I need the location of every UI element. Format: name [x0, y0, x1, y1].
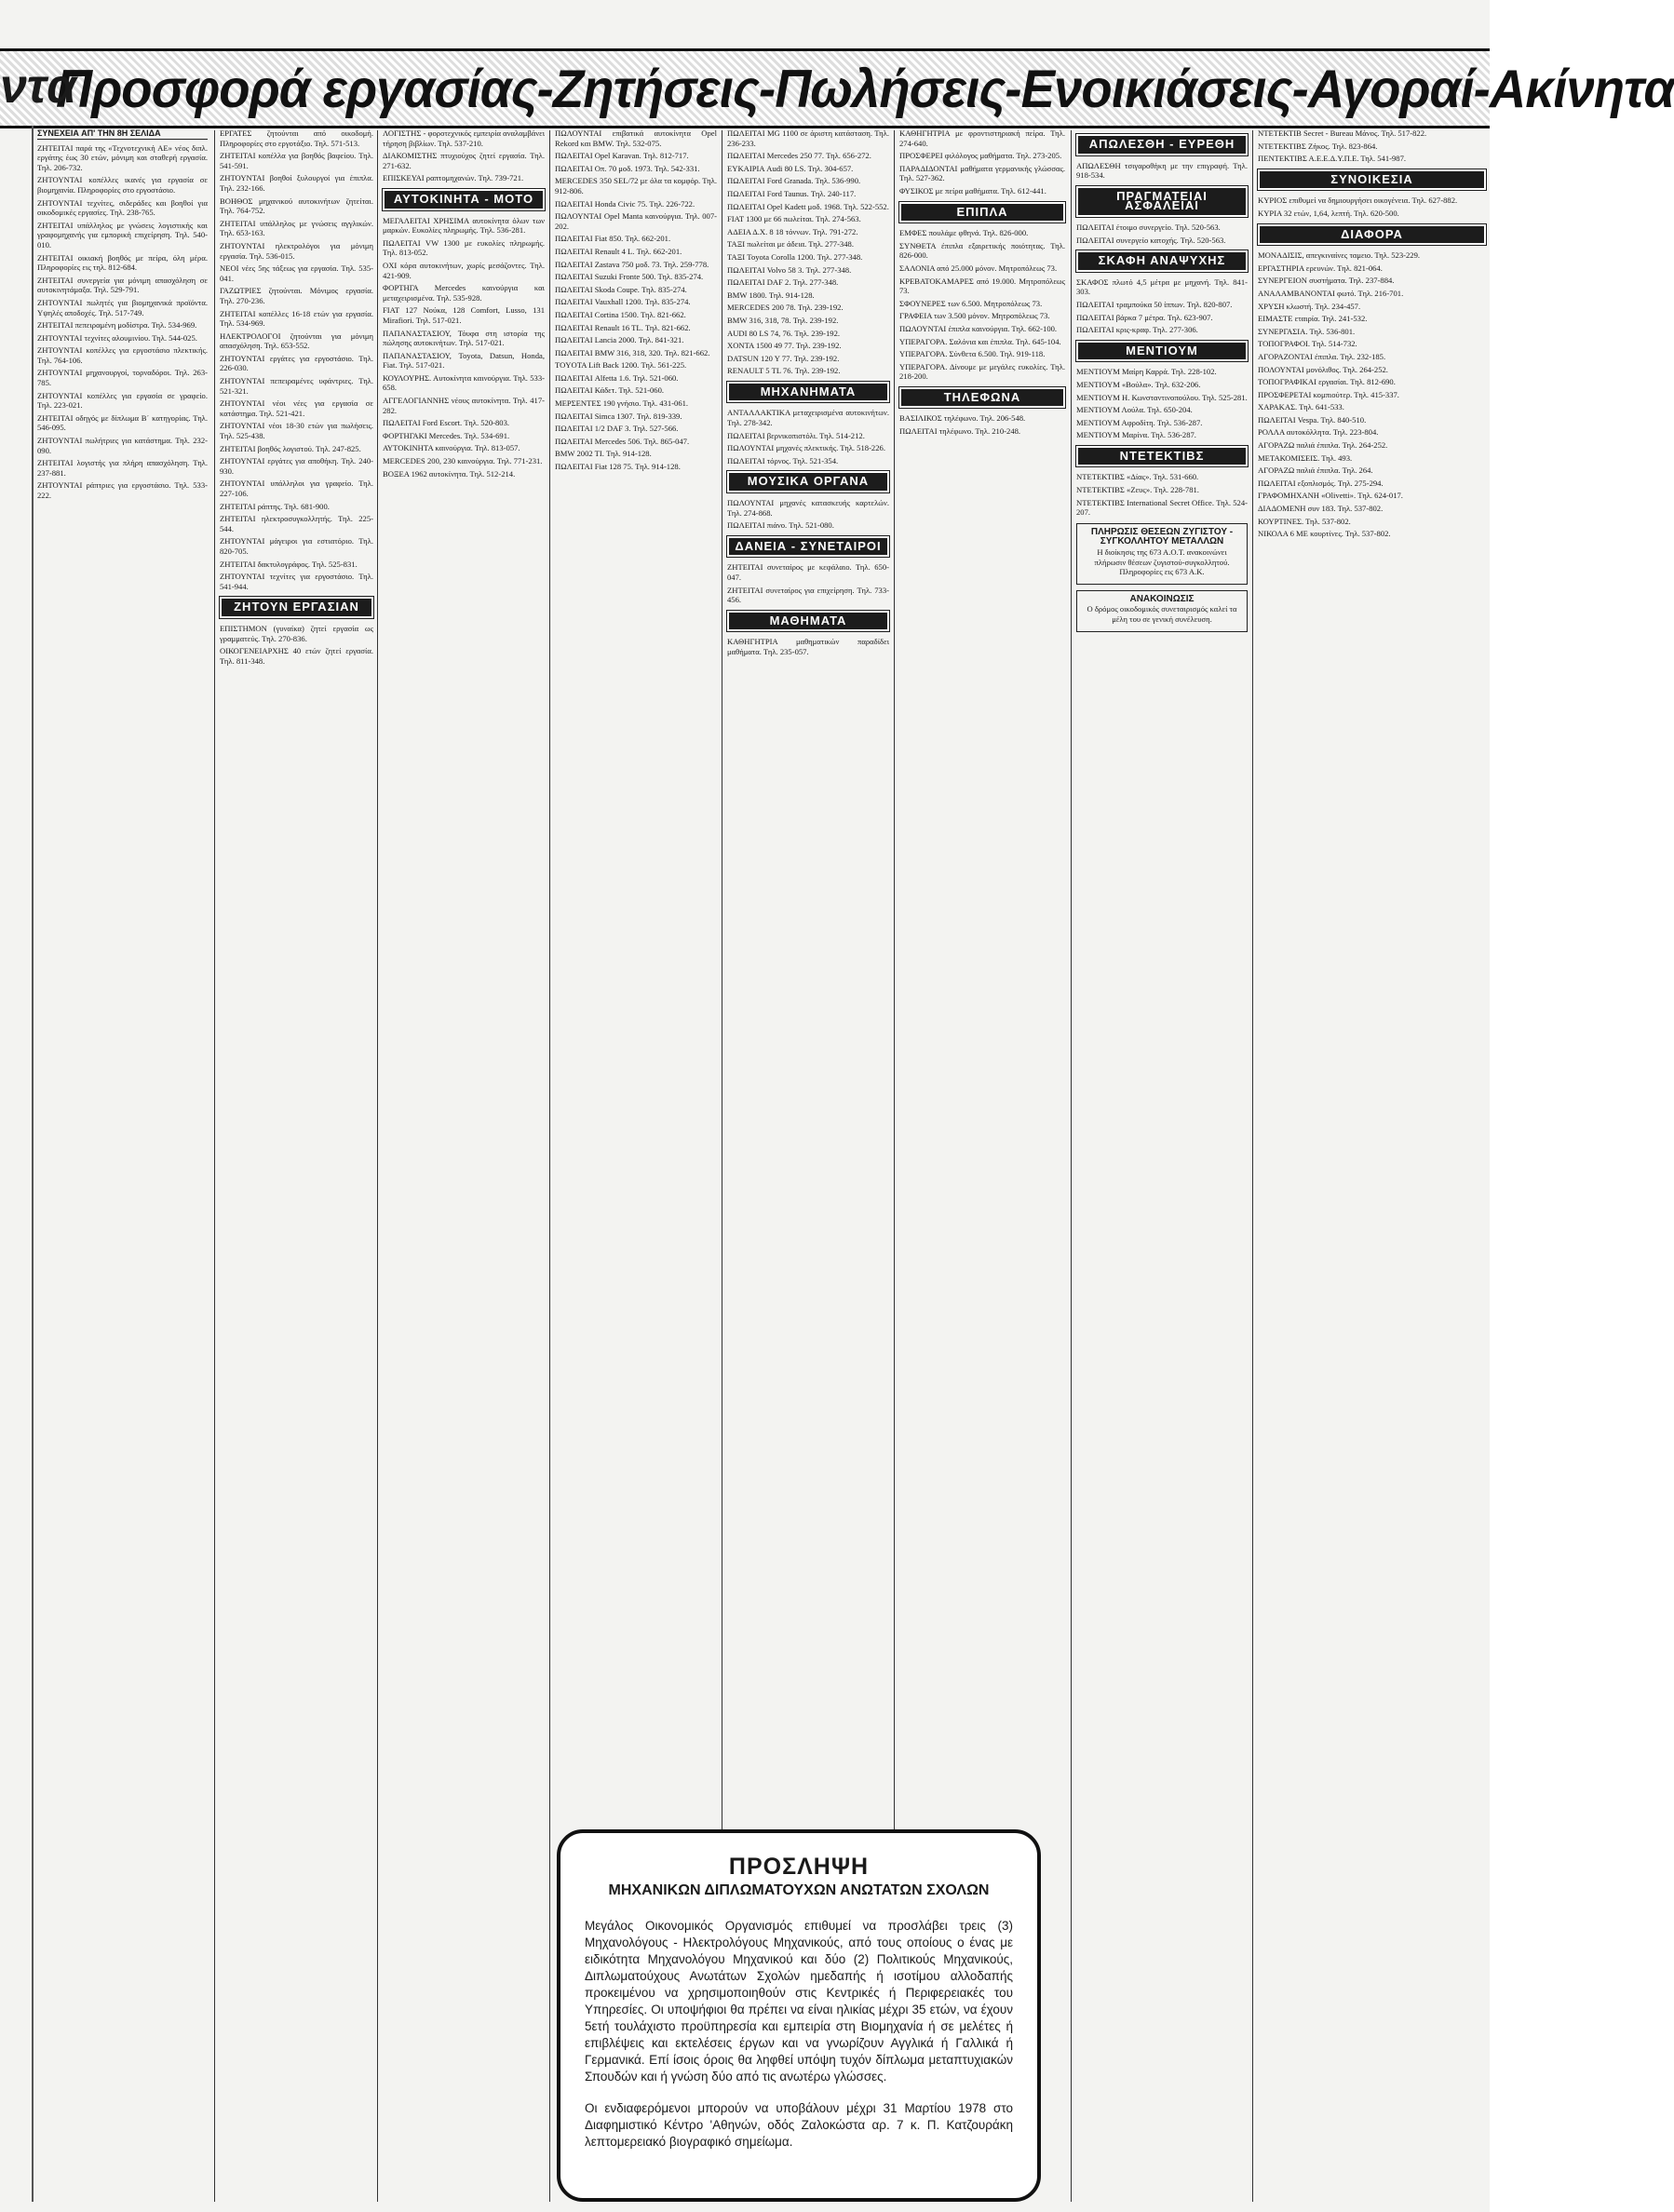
- announcement-title: ΑΝΑΚΟΙΝΩΣΙΣ: [1129, 593, 1195, 604]
- classified-ad: ΖΗΤΟΥΝΤΑΙ κοπέλλες ικανές για εργασία σε βιομηχανία. Πληροφορίες στο εργοστάσιο.: [37, 175, 208, 195]
- classified-ad: ΑΝΑΛΑΜΒΑΝΟΝΤΑΙ φωτό. Τηλ. 216-701.: [1258, 288, 1404, 298]
- classified-ad: ΠΑΠΑΝΑΣΤΑΣΙΟΥ, Τόυφα στη ιστορία της πώλησης αυτοκινήτων. Τηλ. 517-021.: [383, 328, 545, 348]
- column-6: [899, 128, 1065, 1818]
- classified-ad: ΠΩΛΕΙΤΑΙ Alfetta 1.6. Τηλ. 521-060.: [555, 372, 679, 383]
- classified-ad: ΚΟΥΛΟΥΡΗΣ. Αυτοκίνητα καινούργια. Τηλ. 533-658.: [383, 372, 545, 393]
- classified-ad: ΚΥΡΙΑ 32 ετών, 1,64, λεπτή. Τηλ. 620-500.: [1258, 208, 1399, 218]
- column-rule: [1252, 130, 1253, 2202]
- classified-ad: ΠΩΛΕΙΤΑΙ Zastava 750 μοδ. 73. Τηλ. 259-778.: [555, 259, 709, 269]
- section-heading-detectives: ΝΤΕΤΕΚΤΙΒΣ: [1076, 446, 1248, 467]
- classified-ad: BMW 2002 TI. Τηλ. 914-128.: [555, 449, 652, 459]
- classified-ad: ΖΗΤΟΥΝΤΑΙ πωλήτριες για κατάστημα. Τηλ. 232-090.: [37, 436, 208, 455]
- classified-ad: ΜΕΝΤΙΟΥΜ Η. Κωνσταντινοπούλου. Τηλ. 525-281.: [1076, 392, 1248, 402]
- classified-ad: ΜΕΝΤΙΟΥΜ Λούλα. Τηλ. 650-204.: [1076, 405, 1193, 415]
- banner-title: Προσφορά εργασίας-Ζητήσεις-Πωλήσεις-Ενοικιάσεις-Αγοραί-Ακίνητα: [56, 58, 1674, 119]
- classified-ad: ΖΗΤΟΥΝΤΑΙ ηλεκτρολόγοι για μόνιμη εργασία. Τηλ. 536-015.: [220, 240, 373, 261]
- column-rule: [214, 130, 215, 2202]
- classified-ad: TOYOTA Lift Back 1200. Τηλ. 561-225.: [555, 360, 687, 371]
- classified-ad: ΖΗΤΕΙΤΑΙ πεπειραμένη μοδίστρα. Τηλ. 534-969.: [37, 320, 197, 330]
- classified-ad: ΖΗΤΟΥΝΤΑΙ εργάτες για εργοστάσιο. Τηλ. 226-030.: [220, 353, 373, 373]
- classified-ad: ΠΩΛΟΥΝΤΑΙ Opel Manta καινούργια. Τηλ. 007-202.: [555, 211, 717, 231]
- classified-ad: ΖΗΤΕΙΤΑΙ υπάλληλος με γνώσεις λογιστικής και γραφομηχανής για εμπορική επιχείρηση. Τηλ. 540-010.: [37, 220, 208, 250]
- classified-ad: ΖΗΤΟΥΝΤΑΙ πεπειραμένες υφάντριες. Τηλ. 521-321.: [220, 376, 373, 396]
- classified-ad: ΠΩΛΕΙΤΑΙ Opel Karavan. Τηλ. 812-717.: [555, 151, 689, 161]
- continued-header: ΣΥΝΕΧΕΙΑ ΑΠ' ΤΗΝ 8Η ΣΕΛΙΔΑ: [37, 128, 208, 140]
- classified-ad: ΠΑΠΑΝΑΣΤΑΣΙΟΥ, Toyota, Datsun, Honda, Fiat. Τηλ. 517-021.: [383, 350, 545, 371]
- classified-ad: ΖΗΤΕΙΤΑΙ συνεταίρος για επιχείρηση. Τηλ. 733-456.: [727, 585, 889, 605]
- classified-ad: ΔΙΑΔΟΜΕΝΗ συν 183. Τηλ. 537-802.: [1258, 504, 1384, 514]
- classified-ad: ΤΑΞΙ Toyota Corolla 1200. Τηλ. 277-348.: [727, 251, 863, 262]
- classified-ad: ΖΗΤΕΙΤΑΙ οικιακή βοηθός με πείρα, όλη μέρα. Πληροφορίες εις τηλ. 812-684.: [37, 252, 208, 273]
- section-heading-lessons: ΜΑΘΗΜΑΤΑ: [727, 611, 889, 632]
- classified-ad: ΥΠΕΡΑΓΟΡΑ. Σύνθετα 6.500. Τηλ. 919-118.: [899, 349, 1046, 359]
- classified-ad: ΠΩΛΟΥΝΤΑΙ επιβατικά αυτοκίνητα Opel Rekord και BMW. Τηλ. 532-075.: [555, 128, 717, 148]
- classified-ad: ΠΩΛΕΙΤΑΙ Vespa. Τηλ. 840-510.: [1258, 414, 1367, 425]
- section-heading-job-seekers: ΖΗΤΟΥΝ ΕΡΓΑΣΙΑΝ: [220, 597, 373, 618]
- classified-ad: ΜΕΝΤΙΟΥΜ Αφροδίτη. Τηλ. 536-287.: [1076, 417, 1203, 427]
- classified-ad: FIAT 127 Νούκα, 128 Comfort, Lusso, 131 Mirafiori. Τηλ. 517-021.: [383, 305, 545, 325]
- notice-body: Η διοίκησις της 673 Α.Ο.Τ. ανακοινώνει πλήρωσιν θέσεων ζυγιστού-συγκολλητού. Πληροφορίες εις 673 Α.Κ.: [1094, 547, 1230, 577]
- classified-ad: ΝΤΕΤΕΚΤΙΒΣ «Ζευς». Τηλ. 228-781.: [1076, 485, 1199, 495]
- classified-ad: ΖΗΤΟΥΝΤΑΙ εργάτες για αποθήκη. Τηλ. 240-930.: [220, 456, 373, 476]
- classified-ad: ΠΩΛΕΙΤΑΙ Mercedes 250 77. Τηλ. 656-272.: [727, 151, 871, 161]
- classified-ad: ΕΙΜΑΣΤΕ εταιρία. Τηλ. 241-532.: [1258, 314, 1368, 324]
- column-7: [1076, 128, 1248, 2205]
- classified-ad: ΜΟΝΑΔΙΣΙΣ, απεγκιναίνες ταμειο. Τηλ. 523-229.: [1258, 250, 1421, 261]
- classified-ad: ΟΧΙ κόρα αυτοκινήτων, χωρίς μεσάζοντες. Τηλ. 421-909.: [383, 260, 545, 280]
- classified-ad: ΠΩΛΕΙΤΑΙ Renault 4 L. Τηλ. 662-201.: [555, 246, 682, 256]
- column-rule: [377, 130, 378, 2202]
- classified-ad: ΑΓΟΡΑΖΩ παλιά έπιπλα. Τηλ. 264-252.: [1258, 440, 1388, 451]
- classified-ad: FIAT 1300 με 66 πωλείται. Τηλ. 274-563.: [727, 214, 861, 224]
- recruitment-boxed-ad: [557, 1829, 1041, 2202]
- classified-ad: ΠΩΛΕΙΤΑΙ Fiat 128 75. Τηλ. 914-128.: [555, 462, 681, 472]
- classified-ad: ΖΗΤΟΥΝΤΑΙ κοπέλλες για εργοστάσιο πλεκτικής. Τηλ. 764-106.: [37, 345, 208, 365]
- classified-ad: ΑΥΤΟΚΙΝΗΤΑ καινούργια. Τηλ. 813-057.: [383, 443, 520, 453]
- section-heading-businesses: ΠΡΑΓΜΑΤΕΙΑΙ ΑΣΦΑΛΕΙΑΙ: [1076, 186, 1248, 217]
- column-2: [220, 128, 373, 2205]
- section-heading-furniture: ΕΠΙΠΛΑ: [899, 202, 1065, 223]
- classified-ad: ΜΕΝΤΙΟΥΜ Μαρίνα. Τηλ. 536-287.: [1076, 430, 1196, 440]
- classified-ad: ΠΩΛΕΙΤΑΙ VW 1300 με ευκολίες πληρωμής. Τηλ. 813-052.: [383, 237, 545, 258]
- classified-ad: ΖΗΤΕΙΤΑΙ ράπτης. Τηλ. 681-900.: [220, 501, 330, 511]
- notice-title: ΠΛΗΡΩΣΙΣ ΘΕΣΕΩΝ ΖΥΓΙΣΤΟΥ - ΣΥΓΚΟΛΛΗΤΟΥ ΜΕΤΑΛΛΩΝ: [1090, 526, 1234, 547]
- column-rule: [549, 130, 550, 2202]
- classified-ad: ΖΗΤΟΥΝΤΑΙ υπάλληλοι για γραφείο. Τηλ. 227-106.: [220, 479, 373, 498]
- classified-ad: ΠΩΛΕΙΤΑΙ έτοιμο συνεργείο. Τηλ. 520-563.: [1076, 222, 1221, 232]
- classified-ad: ΧΑΡΑΚΑΣ. Τηλ. 641-533.: [1258, 402, 1344, 412]
- classified-ad: ΤΑΞΙ πωλείται με άδεια. Τηλ. 277-348.: [727, 239, 854, 250]
- classified-ad: ΠΩΛΕΙΤΑΙ DAF 2. Τηλ. 277-348.: [727, 277, 839, 288]
- classified-ad: ΦΟΡΤΗΓΑ Mercedes καινούργια και μεταχειρισμένα. Τηλ. 535-928.: [383, 283, 545, 303]
- classified-ad: ΝΤΕΤΕΚΤΙΒ Secret - Bureau Μάνος. Τηλ. 517-822.: [1258, 128, 1427, 138]
- section-heading-marriage: ΣΥΝΟΙΚΕΣΙΑ: [1258, 169, 1486, 191]
- classified-ad: ΕΡΓΑΤΕΣ ζητούνται από οικοδομή. Πληροφορίες στο εργοτάξιο. Τηλ. 571-513.: [220, 128, 373, 148]
- classified-ad: ΠΩΛΕΙΤΑΙ βερνικοπιστόλι. Τηλ. 514-212.: [727, 430, 865, 440]
- classified-ad: ΠΩΛΕΙΤΑΙ βάρκα 7 μέτρα. Τηλ. 623-907.: [1076, 312, 1213, 322]
- classified-ad: ΠΩΛΕΙΤΑΙ Κάδετ. Τηλ. 521-060.: [555, 385, 665, 396]
- classified-ad: ΑΝΤΑΛΛΑΚΤΙΚΑ μεταχειρισμένα αυτοκινήτων. Τηλ. 278-342.: [727, 408, 889, 428]
- classified-ad: ΠΩΛΕΙΤΑΙ τόρνος. Τηλ. 521-354.: [727, 455, 839, 465]
- classified-ad: ΠΩΛΕΙΤΑΙ Ford Escort. Τηλ. 520-803.: [383, 418, 510, 428]
- section-heading-mediums: ΜΕΝΤΙΟΥΜ: [1076, 341, 1248, 362]
- classified-ad: ΗΛΕΚΤΡΟΛΟΓΟΙ ζητούνται για μόνιμη απασχόληση. Τηλ. 653-552.: [220, 330, 373, 351]
- section-heading-misc: ΔΙΑΦΟΡΑ: [1258, 224, 1486, 246]
- classified-ad: ΠΩΛΕΙΤΑΙ Cortina 1500. Τηλ. 821-662.: [555, 309, 686, 319]
- classified-ad: ΠΩΛΕΙΤΑΙ Vauxhall 1200. Τηλ. 835-274.: [555, 297, 691, 307]
- column-4: [555, 128, 717, 1818]
- classified-ad: ΖΗΤΕΙΤΑΙ κοπέλλα για βοηθός βαφείου. Τηλ. 541-591.: [220, 151, 373, 170]
- classified-ad: ΠΩΛΕΙΤΑΙ Οπ. 70 μοδ. 1973. Τηλ. 542-331.: [555, 163, 700, 173]
- column-1: [37, 128, 208, 2205]
- classified-ad: ΠΩΛΕΙΤΑΙ Opel Kadett μοδ. 1968. Τηλ. 522-552.: [727, 201, 889, 211]
- classified-ad: ΠΡΟΣΦΕΡΕΙ φιλόλογος μαθήματα. Τηλ. 273-205.: [899, 151, 1062, 161]
- classified-ad: ΜΕΡΣΕΝΤΕΣ 190 γνήσιο. Τηλ. 431-061.: [555, 398, 689, 409]
- classified-ad: ΡΟΛΛΑ αυτοκόλλητα. Τηλ. 223-804.: [1258, 427, 1379, 438]
- classified-ad: MERCEDES 350 SEL/72 με όλα τα κομφόρ. Τηλ. 912-806.: [555, 176, 717, 196]
- classified-ad: ΟΙΚΟΓΕΝΕΙΑΡΧΗΣ 40 ετών ζητεί εργασία. Τηλ. 811-348.: [220, 646, 373, 666]
- classified-ad: ΠΡΟΣΦΕΡΕΤΑΙ κομπιούτερ. Τηλ. 415-337.: [1258, 389, 1399, 399]
- classified-ad: ΚΑΘΗΓΗΤΡΙΑ μαθηματικών παραδίδει μαθήματα. Τηλ. 235-057.: [727, 637, 889, 656]
- section-heading-music: ΜΟΥΣΙΚΑ ΟΡΓΑΝΑ: [727, 471, 889, 492]
- classified-ad: ΠΩΛΟΥΝΤΑΙ έπιπλα καινούργια. Τηλ. 662-100.: [899, 323, 1058, 333]
- classified-ad: ΖΗΤΟΥΝΤΑΙ τεχνίτες, σιδεράδες και βοηθοί για οικοδομικές εργασίες. Τηλ. 238-765.: [37, 197, 208, 218]
- classified-ad: ΠΩΛΕΙΤΑΙ Renault 16 TL. Τηλ. 821-662.: [555, 322, 691, 332]
- classified-ad: ΕΠΙΣΚΕΥΑΙ ραπτομηχανών. Τηλ. 739-721.: [383, 173, 524, 183]
- boxed-ad-body: Μεγάλος Οικονομικός Οργανισμός επιθυμεί να προσλάβει τρεις (3) Μηχανολόγους - Ηλεκτρολόγους Μηχανικούς, από τους οποίους ο ένας με ειδικότητα Μηχανολόγου Μηχανικού και δύο (2) Πολιτικούς Μηχανικούς, Διπλωματούχους Ανωτάτων Σχολών ημεδαπής ή ισοτίμου αλλοδαπής προκειμένου να χρησιμοποιηθούν στις Κεντρικές ή Περιφερειακές του Υπηρεσίες. Οι υποψήφιοι θα πρέπει να είναι ηλικίας μέχρι 35 ετών, να έχουν 5ετή τουλάχιστο προϋπηρεσία και εμπειρία στη Βιομηχανία ή σε μελέτες ή επιβλέψεις και εκτελέσεις έργων και να γνωρίζουν Αγγλικά ή Γαλλικά ή Γερμανικά. Επί ίσοις όροις θα ληφθεί υπόψη τυχόν δίπλωμα μεταπτυχιακών Σπουδών και ή γνώση δύο από τις ανωτέρω γλώσσες.: [585, 1919, 1013, 2084]
- classified-ad: ΕΠΙΣΤΗΜΟΝ (γυναίκα) ζητεί εργασία ως γραμματεύς. Τηλ. 270-836.: [220, 623, 373, 643]
- section-heading-loans: ΔΑΝΕΙΑ - ΣΥΝΕΤΑΙΡΟΙ: [727, 536, 889, 558]
- classified-ad: ΣΥΝΘΕΤΑ έπιπλα εξαιρετικής ποιότητας. Τηλ. 826-000.: [899, 240, 1065, 261]
- classified-ad: ΚΥΡΙΟΣ επιθυμεί να δημιουργήσει οικογένεια. Τηλ. 627-882.: [1258, 196, 1458, 206]
- classified-ad: ΜΕΝΤΙΟΥΜ «Βούλα». Τηλ. 632-206.: [1076, 379, 1201, 389]
- classified-ad: ΖΗΤΟΥΝΤΑΙ βοηθοί ξυλουργοί για έπιπλα. Τηλ. 232-166.: [220, 173, 373, 193]
- classified-ad: ΠΟΛΟΥΝΤΑΙ μονόλιθος. Τηλ. 264-252.: [1258, 364, 1388, 374]
- classified-ad: ΠΩΛΕΙΤΑΙ Fiat 850. Τηλ. 662-201.: [555, 234, 671, 244]
- classified-ad: ΕΜΦΕΣ πουλάμε φθηνά. Τηλ. 826-000.: [899, 228, 1029, 238]
- classified-ad: MERCEDES 200, 230 καινούργια. Τηλ. 771-231.: [383, 456, 543, 466]
- classified-ad: ΠΩΛΟΥΝΤΑΙ μηχανές κατασκευής καρτελών. Τηλ. 274-868.: [727, 498, 889, 518]
- classified-ad: ΖΗΤΕΙΤΑΙ συνεργεία για μόνιμη απασχόληση σε αυτοκινητάμαξα. Τηλ. 529-791.: [37, 275, 208, 295]
- classified-ad: ΖΗΤΕΙΤΑΙ ηλεκτροσυγκολλητής. Τηλ. 225-544.: [220, 514, 373, 533]
- classified-ad: ΣΦΟΥΝΕΡΕΣ των 6.500. Μητροπόλεως 73.: [899, 298, 1043, 308]
- classified-ad: ΚΑΘΗΓΗΤΡΙΑ με φροντιστηριακή πείρα. Τηλ. 274-640.: [899, 128, 1065, 148]
- classified-ad: ΥΠΕΡΑΓΟΡΑ. Σαλόνια και έπιπλα. Τηλ. 645-104.: [899, 336, 1061, 346]
- classified-ad: ΠΩΛΕΙΤΑΙ Suzuki Fronte 500. Τηλ. 835-274.: [555, 272, 704, 282]
- classified-ad: ΤΟΠΟΓΡΑΦΙΚΑΙ εργασίαι. Τηλ. 812-690.: [1258, 377, 1396, 387]
- classified-ad: ΣΥΝΕΡΓΕΙΟΝ συστήματα. Τηλ. 237-884.: [1258, 276, 1395, 286]
- classified-ad: ΝΤΕΤΕΚΤΙΒΣ International Secret Office. Τηλ. 524-207.: [1076, 497, 1248, 518]
- classified-ad: ΖΗΤΟΥΝΤΑΙ ράπτριες για εργοστάσιο. Τηλ. 533-222.: [37, 480, 208, 500]
- classified-ad: ΠΩΛΟΥΝΤΑΙ μηχανές πλεκτικής. Τηλ. 518-226.: [727, 443, 885, 453]
- classifieds-banner: [0, 48, 1674, 128]
- classified-ad: ΠΩΛΕΙΤΑΙ Lancia 2000. Τηλ. 841-321.: [555, 335, 684, 345]
- classified-ad: ΜΕΓΑΛΕΙΤΑΙ ΧΡΗΣΙΜΑ αυτοκίνητα όλων των μαρκών. Ευκολίες πληρωμής. Τηλ. 536-281.: [383, 215, 545, 236]
- classified-ad: ΛΟΓΙΣΤΗΣ - φοροτεχνικός εμπειρία αναλαμβάνει τήρηση βιβλίων. Τηλ. 537-210.: [383, 128, 546, 148]
- classified-ad: ΣΥΝΕΡΓΑΣΙΑ. Τηλ. 536-801.: [1258, 326, 1356, 336]
- classified-ad: ΖΗΤΕΙΤΑΙ οδηγός με δίπλωμα Β΄ κατηγορίας. Τηλ. 546-095.: [37, 412, 208, 433]
- classified-ad: MERCEDES 200 78. Τηλ. 239-192.: [727, 303, 844, 313]
- classified-ad: ΠΩΛΕΙΤΑΙ BMW 316, 318, 320. Τηλ. 821-662.: [555, 347, 710, 357]
- classified-ad: ΑΓΟΡΑΖΟΝΤΑΙ έπιπλα. Τηλ. 232-185.: [1258, 351, 1386, 361]
- classified-ad: ΠΩΛΕΙΤΑΙ κρις-κραφ. Τηλ. 277-306.: [1076, 325, 1198, 335]
- classified-ad: ΖΗΤΟΥΝΤΑΙ νέοι 18-30 ετών για πωλήσεις. Τηλ. 525-438.: [220, 421, 373, 441]
- classified-ad: ΖΗΤΕΙΤΑΙ βοηθός λογιστού. Τηλ. 247-825.: [220, 443, 361, 453]
- classified-ad: ΣΑΛΟΝΙΑ από 25.000 μόνον. Μητροπόλεως 73.: [899, 263, 1058, 273]
- classified-ad: ΠΩΛΕΙΤΑΙ τηλέφωνο. Τηλ. 210-248.: [899, 426, 1021, 437]
- classified-ad: ΖΗΤΕΙΤΑΙ λογιστής για πλήρη απασχόληση. Τηλ. 237-881.: [37, 458, 208, 478]
- classified-ad: ΓΡΑΦΕΙΑ των 3.500 μόνον. Μητροπόλεως 73.: [899, 311, 1050, 321]
- boxed-ad-footer: Οι ενδιαφερόμενοι μπορούν να υποβάλουν μέχρι 31 Μαρτίου 1978 στο Διαφημιστικό Κέντρο 'Αθηνών, οδός Ζαλοκώστα αρ. 7 κ. Π. Κατζουράκη λεπτομερειακό βιογραφικό σημείωμα.: [585, 2101, 1013, 2149]
- section-heading-cars: ΑΥΤΟΚΙΝΗΤΑ - ΜΟΤΟ: [383, 189, 545, 210]
- classified-ad: ΦΟΡΤΗΓΑΚΙ Mercedes. Τηλ. 534-691.: [383, 430, 510, 440]
- classified-ad: ΠΑΡΑΔΙΔΟΝΤΑΙ μαθήματα γερμανικής γλώσσας. Τηλ. 527-362.: [899, 163, 1065, 183]
- classified-ad: ΠΩΛΕΙΤΑΙ τραμπούκα 50 ίππων. Τηλ. 820-807.: [1076, 299, 1233, 309]
- classified-ad: ΥΠΕΡΑΓΟΡΑ. Δίνουμε με μεγάλες ευκολίες. Τηλ. 218-200.: [899, 361, 1065, 382]
- classified-ad: ΦΥΣΙΚΟΣ με πείρα μαθήματα. Τηλ. 612-441.: [899, 185, 1046, 196]
- section-heading-lost-found: ΑΠΩΛΕΣΘΗ - ΕΥΡΕΘΗ: [1076, 134, 1248, 155]
- classified-ad: ΖΗΤΟΥΝΤΑΙ μάγειροι για εστιατόριο. Τηλ. 820-705.: [220, 536, 373, 556]
- section-heading-machines: ΜΗΧΑΝΗΜΑΤΑ: [727, 382, 889, 403]
- classified-ad: ΖΗΤΟΥΝΤΑΙ μηχανουργοί, τορναδόροι. Τηλ. 263-785.: [37, 368, 208, 388]
- classified-ad: ΖΗΤΟΥΝΤΑΙ τεχνίτες για εργοστάσιο. Τηλ. 541-944.: [220, 572, 373, 591]
- classified-ad: ΝΤΕΤΕΚΤΙΒΣ Ζήκος. Τηλ. 823-864.: [1258, 141, 1378, 151]
- classified-ad: ΧΟΝΤΑ 1500 49 77. Τηλ. 239-192.: [727, 341, 842, 351]
- classified-ad: ΖΗΤΟΥΝΤΑΙ πωλητές για βιομηχανικά προϊόντα. Υψηλές αποδοχές. Τηλ. 517-749.: [37, 297, 208, 317]
- classified-ad: ΕΡΓΑΣΤΗΡΙΑ ερευνών. Τηλ. 821-064.: [1258, 263, 1383, 273]
- classified-ad: ΜΕΝΤΙΟΥΜ Μαίρη Καρρά. Τηλ. 228-102.: [1076, 367, 1217, 377]
- classified-ad: ΖΗΤΟΥΝΤΑΙ νέοι νέες για εργασία σε κατάστημα. Τηλ. 521-421.: [220, 398, 373, 418]
- classified-ad: ΠΩΛΕΙΤΑΙ Simca 1307. Τηλ. 819-339.: [555, 411, 682, 421]
- classified-ad: AUDI 80 LS 74, 76. Τηλ. 239-192.: [727, 328, 841, 338]
- classified-ad: ΠΩΛΕΙΤΑΙ συνεργείο κατοχής. Τηλ. 520-563.: [1076, 235, 1226, 245]
- classified-ad: BMW 316, 318, 78. Τηλ. 239-192.: [727, 315, 839, 325]
- classified-ad: ΠΩΛΕΙΤΑΙ Honda Civic 75. Τηλ. 226-722.: [555, 198, 695, 209]
- classified-ad: ΠΩΛΕΙΤΑΙ Mercedes 506. Τηλ. 865-047.: [555, 436, 690, 446]
- classified-ad: ΧΡΥΣΗ κλωστή. Τηλ. 234-457.: [1258, 301, 1361, 311]
- classified-ad: ΣΚΑΦΟΣ πλωτό 4,5 μέτρα με μηχανή. Τηλ. 841-303.: [1076, 276, 1248, 297]
- classified-ad: ΚΡΕΒΑΤΟΚΑΜΑΡΕΣ από 19.000. Μητροπόλεως 73.: [899, 276, 1065, 296]
- classified-ad: ΠΩΛΕΙΤΑΙ 1/2 DAF 3. Τηλ. 527-566.: [555, 424, 679, 434]
- classified-ad: ΚΟΥΡΤΙΝΕΣ. Τηλ. 537-802.: [1258, 516, 1351, 526]
- classified-ad: BMW 1800. Τηλ. 914-128.: [727, 290, 815, 300]
- classified-ad: ΠΩΛΕΙΤΑΙ Skoda Coupe. Τηλ. 835-274.: [555, 284, 687, 294]
- classified-ad: ΑΠΩΛΕΣΘΗ τσιγαροθήκη με την επιγραφή. Τηλ. 918-534.: [1076, 160, 1248, 181]
- classified-ad: ΓΡΑΦΟΜΗΧΑΝΗ «Olivetti». Τηλ. 624-017.: [1258, 491, 1403, 501]
- classified-ad: RENAULT 5 TL 76. Τηλ. 239-192.: [727, 366, 841, 376]
- classified-ad: ΠΩΛΕΙΤΑΙ MG 1100 σε άριστη κατάσταση. Τηλ. 236-233.: [727, 128, 889, 148]
- banner-left-fragment: ντα: [0, 60, 77, 114]
- column-3: [383, 128, 545, 2205]
- classified-ad: ΝΕΟΙ νέες 5ης τάξεως για εργασία. Τηλ. 535-041.: [220, 263, 373, 283]
- classified-ad: ΜΕΤΑΚΟΜΙΣΕΙΣ. Τηλ. 493.: [1258, 452, 1353, 463]
- boxed-ad-subtitle: ΜΗΧΑΝΙΚΩΝ ΔΙΠΛΩΜΑΤΟΥΧΩΝ ΑΝΩΤΑΤΩΝ ΣΧΟΛΩΝ: [608, 1882, 990, 1898]
- classified-ad: ΖΗΤΟΥΝΤΑΙ τεχνίτες αλουμινίου. Τηλ. 544-025.: [37, 332, 197, 343]
- classified-ad: ΒΑΣΙΛΙΚΟΣ τηλέφωνο. Τηλ. 206-548.: [899, 413, 1026, 424]
- classified-ad: ΖΗΤΕΙΤΑΙ δακτυλογράφος. Τηλ. 525-831.: [220, 559, 358, 569]
- classified-ad: ΔΙΑΚΟΜΙΣΤΗΣ πτυχιούχος ζητεί εργασία. Τηλ. 271-632.: [383, 151, 545, 170]
- classified-ad: ΒΟΞΕΑ 1962 αυτοκίνητα. Τηλ. 512-214.: [383, 468, 516, 479]
- classified-ad: ΖΗΤΕΙΤΑΙ υπάλληλος με γνώσεις αγγλικών. Τηλ. 653-163.: [220, 218, 373, 238]
- announcement-body: Ο δρόμος οικοδομικός συνεταιρισμός καλεί τα μέλη του σε γενική συνέλευση.: [1087, 604, 1237, 624]
- classified-ad: ΑΓΟΡΑΖΩ παλιά έπιπλα. Τηλ. 264.: [1258, 465, 1373, 476]
- classified-ad: ΝΙΚΟΛΑ 6 ΜΕ κουρτίνες. Τηλ. 537-802.: [1258, 529, 1391, 539]
- classified-ad: ΖΗΤΕΙΤΑΙ κοπέλλες 16-18 ετών για εργασία. Τηλ. 534-969.: [220, 308, 373, 329]
- classified-ad: ΒΟΗΘΟΣ μηχανικού αυτοκινήτων ζητείται. Τηλ. 764-752.: [220, 196, 373, 216]
- column-rule: [1071, 130, 1072, 2202]
- classified-ad: ΠΩΛΕΙΤΑΙ Ford Taunus. Τηλ. 240-117.: [727, 188, 857, 198]
- classified-ad: ΝΤΕΤΕΚΤΙΒΣ «Δίας». Τηλ. 531-660.: [1076, 472, 1199, 482]
- classified-ad: ΖΗΤΕΙΤΑΙ παρά της «Τεχνοτεχνική ΑΕ» νέος διπλ. εργάτης έως 30 ετών, μόνιμη και σταθερή εργασία. Τηλ. 206-732.: [37, 142, 208, 172]
- classified-ad: ΖΗΤΟΥΝΤΑΙ κοπέλλες για εργασία σε γραφείο. Τηλ. 223-021.: [37, 390, 208, 411]
- official-notice: [1076, 523, 1248, 585]
- classified-ad: ΕΥΚΑΙΡΙΑ Audi 80 LS. Τηλ. 304-657.: [727, 163, 854, 173]
- section-heading-boats: ΣΚΑΦΗ ΑΝΑΨΥΧΗΣ: [1076, 250, 1248, 272]
- classified-ad: DATSUN 120 Y 77. Τηλ. 239-192.: [727, 353, 840, 363]
- classified-ad: ΠΩΛΕΙΤΑΙ Ford Granada. Τηλ. 536-990.: [727, 176, 861, 186]
- classified-ad: ΤΟΠΟΓΡΑΦΟΙ. Τηλ. 514-732.: [1258, 339, 1357, 349]
- classified-ad: ΓΑΖΩΤΡΙΕΣ ζητούνται. Μόνιμος εργασία. Τηλ. 270-236.: [220, 286, 373, 305]
- column-8: [1258, 128, 1486, 2205]
- column-5: [727, 128, 889, 1818]
- classified-ad: ΠΩΛΕΙΤΑΙ πιάνο. Τηλ. 521-080.: [727, 520, 834, 531]
- announcement: [1076, 590, 1248, 632]
- classified-ad: ΖΗΤΕΙΤΑΙ συνεταίρος με κεφάλαιο. Τηλ. 650-047.: [727, 562, 889, 582]
- classified-ad: ΠΩΛΕΙΤΑΙ Volvo 58 3. Τηλ. 277-348.: [727, 264, 852, 275]
- boxed-ad-title: ΠΡΟΣΛΗΨΗ: [728, 1854, 870, 1880]
- classified-ad: ΠΕΝΤΕΚΤΙΒΣ Α.Ε.Ε.Δ.Υ.Π.Ε. Τηλ. 541-987.: [1258, 154, 1407, 164]
- cropped-left-column: [0, 126, 34, 2202]
- classified-ad: ΑΓΓΕΛΟΓΙΑΝΝΗΣ νέους αυτοκίνητα. Τηλ. 417-282.: [383, 396, 545, 415]
- classified-ad: ΠΩΛΕΙΤΑΙ εξοπλισμός. Τηλ. 275-294.: [1258, 478, 1384, 488]
- section-heading-telephones: ΤΗΛΕΦΩΝΑ: [899, 387, 1065, 409]
- classified-ad: ΑΔΕΙΑ Δ.Χ. 8 18 τόννων. Τηλ. 791-272.: [727, 226, 858, 236]
